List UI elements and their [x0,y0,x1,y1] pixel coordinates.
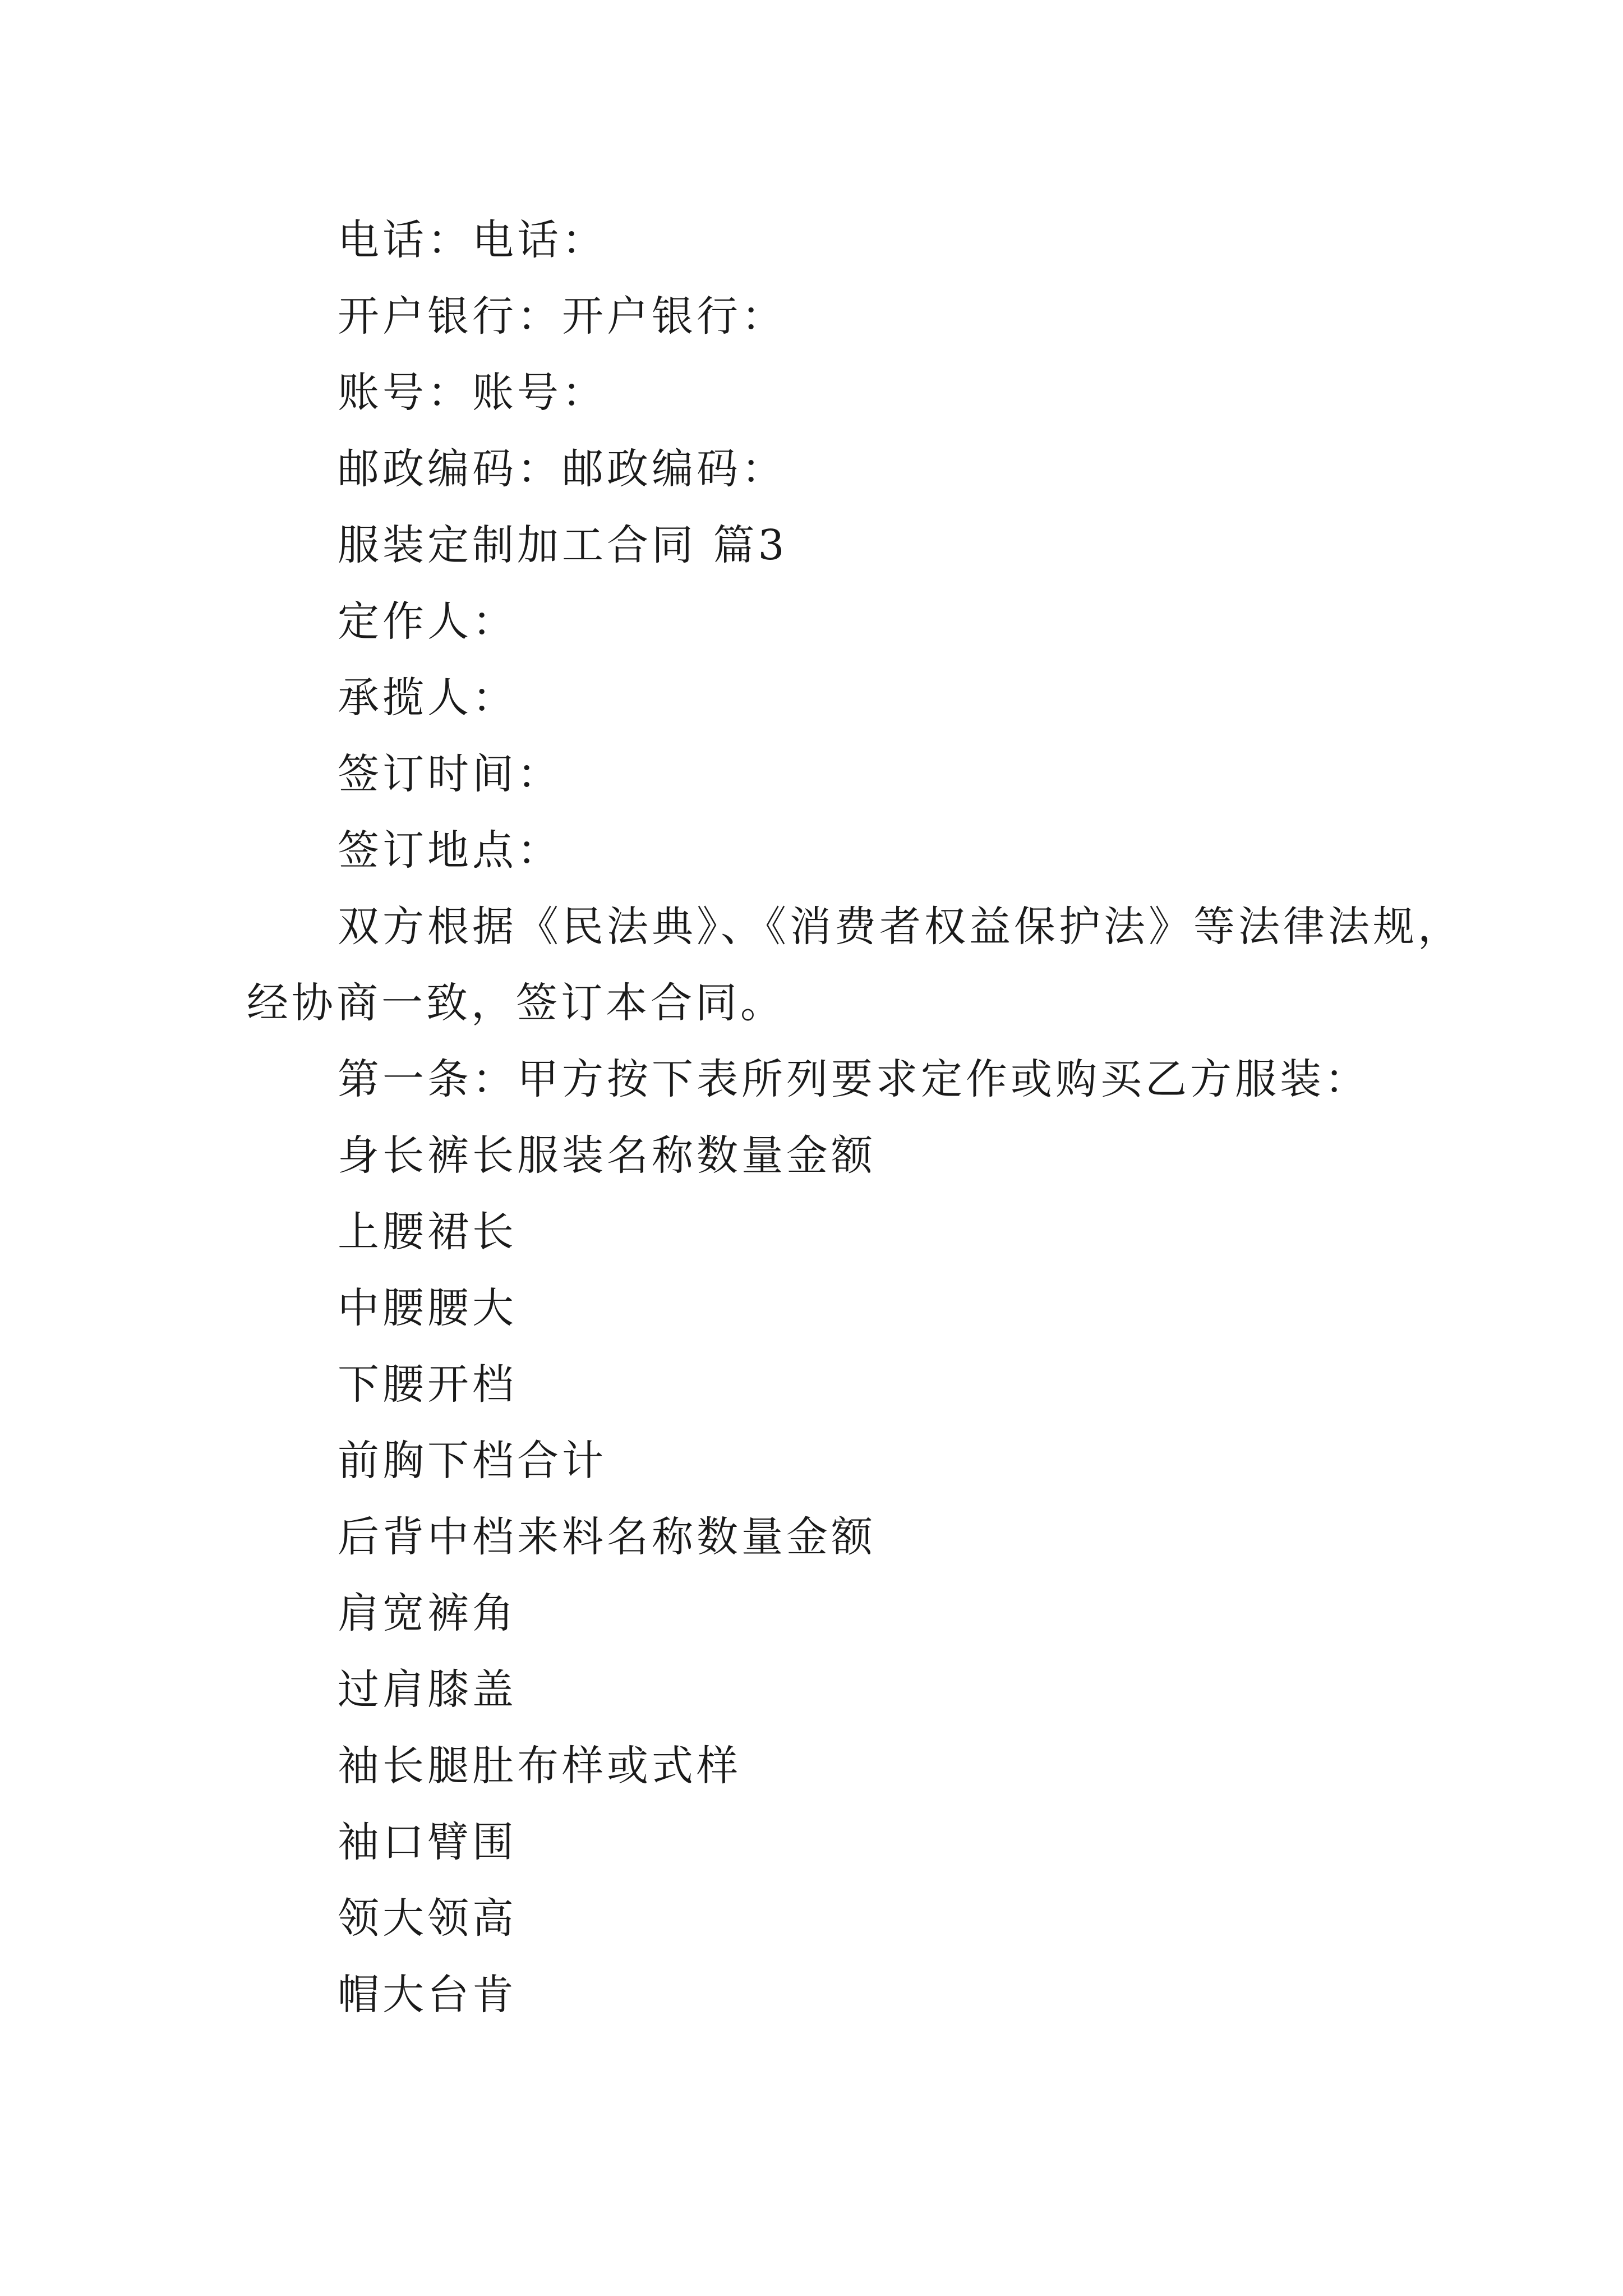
list-item: 上腰裙长 [338,1208,517,1256]
list-item: 肩宽裤角 [338,1589,517,1637]
text-line-orderer: 定作人： [338,597,517,646]
list-item: 后背中档来料名称数量金额 [338,1513,876,1561]
list-item: 身长裤长服装名称数量金额 [338,1131,876,1180]
text-line-sign-time: 签订时间： [338,750,562,798]
section-heading: 服装定制加工合同 篇3 [338,521,788,569]
list-item: 中腰腰大 [338,1284,517,1332]
list-item: 袖口臂围 [338,1818,517,1866]
text-line-account: 账号：账号： [338,369,607,417]
document-body [247,202,1463,2033]
text-line-phone: 电话：电话： [338,216,607,264]
list-item: 过肩膝盖 [338,1665,517,1714]
text-line-sign-place: 签订地点： [338,826,562,875]
list-item: 袖长腿肚布样或式样 [338,1742,741,1790]
text-line-postcode: 邮政编码：邮政编码： [338,445,786,493]
list-item: 前胸下档合计 [338,1437,607,1485]
list-item: 帽大台肯 [338,1971,517,2019]
paragraph-line: 经协商一致，签订本合同。 [247,979,785,1027]
list-item: 下腰开档 [338,1360,517,1409]
text-line-bank: 开户银行：开户银行： [338,292,786,341]
paragraph-line: 双方根据《民法典》、《消费者权益保护法》等法律法规， [338,903,1463,951]
text-line-contractor: 承揽人： [338,674,517,722]
list-item: 领大领高 [338,1894,517,1943]
article-one: 第一条：甲方按下表所列要求定作或购买乙方服装： [338,1055,1370,1103]
